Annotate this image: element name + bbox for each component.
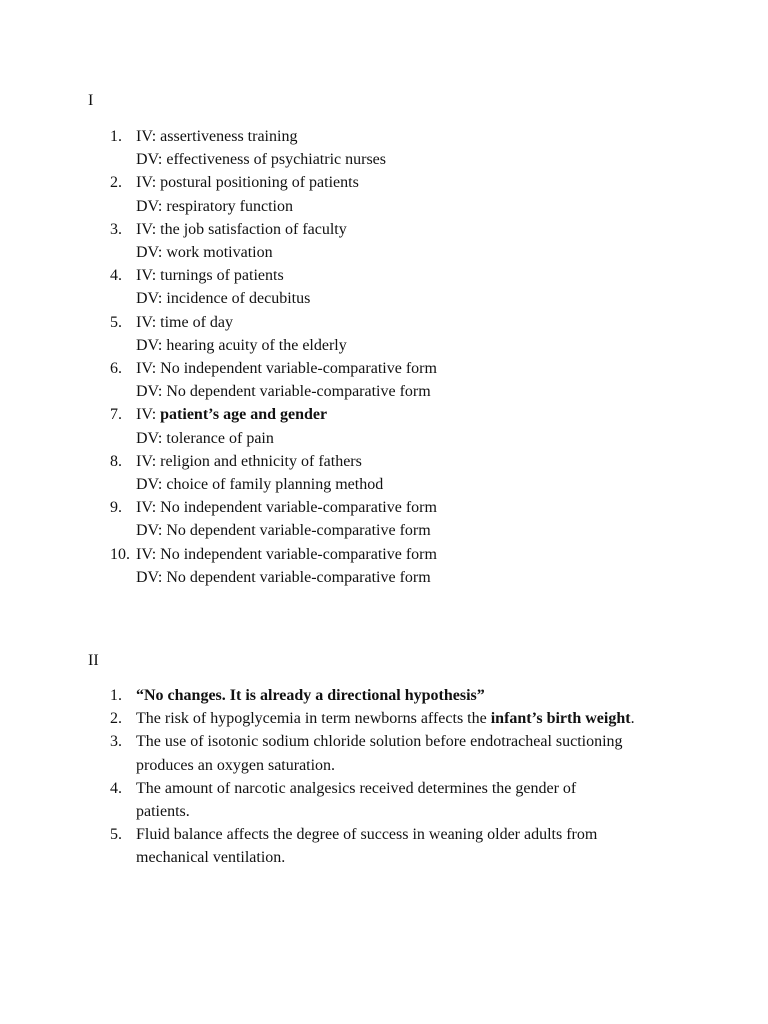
list-item — [0, 543, 768, 589]
list-item — [0, 730, 768, 776]
hypothesis-line-1: The use of isotonic sodium chloride solution before endotracheal suctioning — [136, 733, 623, 751]
dependent-variable: DV: No dependent variable-comparative form — [136, 383, 431, 401]
independent-variable: IV: the job satisfaction of faculty — [136, 220, 347, 238]
list-item — [0, 264, 768, 310]
independent-variable: IV: time of day — [136, 313, 234, 331]
iv-bold-text: patient’s age and gender — [160, 406, 328, 424]
hypothesis-line-2: produces an oxygen saturation. — [136, 756, 336, 774]
item-number: 2. — [110, 174, 122, 192]
list-item — [0, 450, 768, 496]
independent-variable: IV: No independent variable-comparative form — [136, 545, 437, 563]
list-item — [0, 311, 768, 357]
dependent-variable: DV: hearing acuity of the elderly — [136, 336, 347, 354]
independent-variable: IV: postural positioning of patients — [136, 174, 359, 192]
item-number: 4. — [110, 267, 122, 285]
text-before: The risk of hypoglycemia in term newborns affects the — [136, 710, 491, 728]
item-number: 6. — [110, 360, 122, 378]
list-item — [0, 171, 768, 217]
independent-variable: IV: No independent variable-comparative form — [136, 499, 437, 517]
list-item — [0, 684, 768, 707]
dependent-variable: DV: effectiveness of psychiatric nurses — [136, 151, 386, 169]
item-number: 3. — [110, 733, 122, 751]
hypotheses-list — [0, 684, 768, 870]
item-number: 8. — [110, 452, 122, 470]
independent-variable: IV: No independent variable-comparative form — [136, 360, 437, 378]
dependent-variable: DV: No dependent variable-comparative form — [136, 522, 431, 540]
list-item — [0, 357, 768, 403]
bold-text: infant’s birth weight — [490, 710, 631, 728]
list-item — [0, 403, 768, 449]
dependent-variable: DV: respiratory function — [136, 197, 293, 215]
hypothesis-line-2: mechanical ventilation. — [136, 849, 286, 867]
iv-prefix: IV: — [136, 406, 161, 424]
hypothesis-line-1: Fluid balance affects the degree of success in weaning older adults from — [136, 826, 598, 844]
item-number: 4. — [110, 779, 122, 797]
dependent-variable: DV: choice of family planning method — [136, 476, 384, 494]
item-number: 1. — [110, 687, 122, 704]
list-item — [0, 707, 768, 730]
independent-variable: IV: assertiveness training — [136, 128, 298, 145]
section-heading-1: I — [88, 92, 94, 109]
independent-variable: IV: religion and ethnicity of fathers — [136, 452, 362, 470]
dependent-variable: DV: incidence of decubitus — [136, 290, 311, 308]
variables-list — [0, 125, 768, 589]
hypothesis-text: “No changes. It is already a directional hypothesis” — [136, 687, 485, 704]
item-number: 9. — [110, 499, 122, 517]
dependent-variable: DV: tolerance of pain — [136, 429, 274, 447]
item-number: 5. — [110, 826, 122, 844]
independent-variable: IV: turnings of patients — [136, 267, 284, 285]
list-item — [0, 496, 768, 542]
list-item — [0, 777, 768, 823]
hypothesis-line-2: patients. — [136, 803, 190, 821]
text-after: . — [630, 710, 635, 728]
item-number: 3. — [110, 220, 122, 238]
list-item — [0, 125, 768, 171]
item-number: 10. — [110, 545, 130, 563]
hypothesis-line-1: The amount of narcotic analgesics received determines the gender of — [136, 779, 577, 797]
item-number: 5. — [110, 313, 122, 331]
item-number: 7. — [110, 406, 122, 424]
list-item — [0, 218, 768, 264]
dependent-variable: DV: work motivation — [136, 244, 273, 262]
item-number: 2. — [110, 710, 122, 728]
list-item — [0, 823, 768, 869]
section-heading-2: II — [88, 652, 99, 669]
dependent-variable: DV: No dependent variable-comparative form — [136, 568, 431, 586]
item-number: 1. — [110, 128, 122, 145]
